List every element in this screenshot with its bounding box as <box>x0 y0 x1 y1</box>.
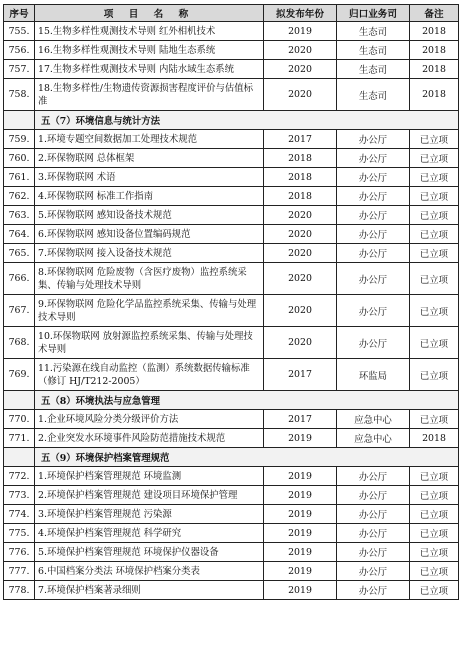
row-dept: 生态司 <box>337 79 410 111</box>
row-note: 已立项 <box>410 295 459 327</box>
row-title: 18.生物多样性/生物遗传资源损害程度评价与估值标准 <box>35 79 264 111</box>
row-year: 2020 <box>264 327 337 359</box>
row-dept: 办公厅 <box>337 581 410 600</box>
table-row <box>4 225 459 244</box>
row-year: 2017 <box>264 359 337 391</box>
row-seq: 760. <box>4 149 35 168</box>
row-year: 2017 <box>264 410 337 429</box>
row-note: 已立项 <box>410 149 459 168</box>
table-row <box>4 130 459 149</box>
section-seq-cell <box>4 448 35 467</box>
table-row <box>4 187 459 206</box>
table-row <box>4 543 459 562</box>
row-year: 2020 <box>264 41 337 60</box>
row-year: 2019 <box>264 486 337 505</box>
row-note: 已立项 <box>410 263 459 295</box>
table-row <box>4 486 459 505</box>
row-dept: 办公厅 <box>337 327 410 359</box>
table-row <box>4 429 459 448</box>
row-dept: 生态司 <box>337 41 410 60</box>
row-year: 2019 <box>264 543 337 562</box>
row-title: 1.企业环境风险分类分级评价方法 <box>35 410 264 429</box>
row-title: 1.环境专题空间数据加工处理技术规范 <box>35 130 264 149</box>
row-note: 2018 <box>410 429 459 448</box>
row-title: 2.环保物联网 总体框架 <box>35 149 264 168</box>
row-note: 已立项 <box>410 225 459 244</box>
row-seq: 773. <box>4 486 35 505</box>
row-note: 已立项 <box>410 486 459 505</box>
row-dept: 办公厅 <box>337 505 410 524</box>
row-seq: 771. <box>4 429 35 448</box>
table-row <box>4 327 459 359</box>
row-title: 4.环保物联网 标准工作指南 <box>35 187 264 206</box>
row-year: 2019 <box>264 524 337 543</box>
row-dept: 办公厅 <box>337 244 410 263</box>
section-title: 五（7）环境信息与统计方法 <box>35 111 459 130</box>
row-year: 2018 <box>264 187 337 206</box>
header-note: 备注 <box>410 5 459 22</box>
row-seq: 777. <box>4 562 35 581</box>
table-row <box>4 41 459 60</box>
row-title: 11.污染源在线自动监控（监测）系统数据传输标准（修订 HJ/T212-2005） <box>35 359 264 391</box>
table-row <box>4 168 459 187</box>
section-seq-cell <box>4 391 35 410</box>
row-dept: 办公厅 <box>337 543 410 562</box>
table-row <box>4 467 459 486</box>
row-dept: 办公厅 <box>337 206 410 225</box>
table-body <box>4 22 459 600</box>
row-dept: 办公厅 <box>337 467 410 486</box>
row-dept: 办公厅 <box>337 225 410 244</box>
table-row <box>4 263 459 295</box>
row-year: 2019 <box>264 22 337 41</box>
row-note: 已立项 <box>410 410 459 429</box>
table-row <box>4 524 459 543</box>
row-year: 2020 <box>264 79 337 111</box>
row-year: 2020 <box>264 244 337 263</box>
row-dept: 办公厅 <box>337 562 410 581</box>
row-title: 16.生物多样性观测技术导则 陆地生态系统 <box>35 41 264 60</box>
row-title: 2.企业突发水环境事件风险防范措施技术规范 <box>35 429 264 448</box>
row-title: 1.环境保护档案管理规范 环境监测 <box>35 467 264 486</box>
row-dept: 生态司 <box>337 60 410 79</box>
section-row <box>4 448 459 467</box>
table-row <box>4 295 459 327</box>
section-row <box>4 111 459 130</box>
row-note: 已立项 <box>410 327 459 359</box>
row-title: 8.环保物联网 危险废物（含医疗废物）监控系统采集、传输与处理技术导则 <box>35 263 264 295</box>
table-row <box>4 22 459 41</box>
row-year: 2019 <box>264 562 337 581</box>
table-row <box>4 206 459 225</box>
row-dept: 办公厅 <box>337 295 410 327</box>
row-seq: 775. <box>4 524 35 543</box>
header-title: 项 目 名 称 <box>35 5 264 22</box>
row-title: 6.环保物联网 感知设备位置编码规范 <box>35 225 264 244</box>
row-seq: 768. <box>4 327 35 359</box>
row-seq: 757. <box>4 60 35 79</box>
row-seq: 761. <box>4 168 35 187</box>
row-year: 2019 <box>264 429 337 448</box>
row-title: 15.生物多样性观测技术导则 红外相机技术 <box>35 22 264 41</box>
row-note: 已立项 <box>410 581 459 600</box>
row-seq: 765. <box>4 244 35 263</box>
row-seq: 767. <box>4 295 35 327</box>
row-title: 7.环保物联网 接入设备技术规范 <box>35 244 264 263</box>
section-row <box>4 391 459 410</box>
row-title: 6.中国档案分类法 环境保护档案分类表 <box>35 562 264 581</box>
row-seq: 755. <box>4 22 35 41</box>
section-title: 五（8）环境执法与应急管理 <box>35 391 459 410</box>
row-note: 已立项 <box>410 168 459 187</box>
row-note: 已立项 <box>410 206 459 225</box>
row-year: 2019 <box>264 581 337 600</box>
row-dept: 办公厅 <box>337 168 410 187</box>
row-seq: 772. <box>4 467 35 486</box>
row-seq: 758. <box>4 79 35 111</box>
row-note: 已立项 <box>410 505 459 524</box>
standards-plan-page <box>3 4 458 600</box>
row-dept: 应急中心 <box>337 410 410 429</box>
row-year: 2020 <box>264 206 337 225</box>
row-seq: 756. <box>4 41 35 60</box>
header-seq: 序号 <box>4 5 35 22</box>
row-dept: 应急中心 <box>337 429 410 448</box>
row-year: 2019 <box>264 467 337 486</box>
row-seq: 776. <box>4 543 35 562</box>
row-year: 2020 <box>264 225 337 244</box>
row-note: 已立项 <box>410 130 459 149</box>
row-dept: 办公厅 <box>337 486 410 505</box>
row-title: 5.环保物联网 感知设备技术规范 <box>35 206 264 225</box>
row-note: 2018 <box>410 60 459 79</box>
row-seq: 764. <box>4 225 35 244</box>
row-note: 2018 <box>410 22 459 41</box>
row-title: 10.环保物联网 放射源监控系统采集、传输与处理技术导则 <box>35 327 264 359</box>
row-title: 3.环境保护档案管理规范 污染源 <box>35 505 264 524</box>
row-dept: 办公厅 <box>337 524 410 543</box>
row-note: 2018 <box>410 79 459 111</box>
row-seq: 769. <box>4 359 35 391</box>
row-dept: 办公厅 <box>337 130 410 149</box>
row-year: 2020 <box>264 295 337 327</box>
header-year: 拟发布年份 <box>264 5 337 22</box>
row-note: 已立项 <box>410 359 459 391</box>
row-seq: 762. <box>4 187 35 206</box>
row-seq: 774. <box>4 505 35 524</box>
row-dept: 办公厅 <box>337 187 410 206</box>
row-year: 2018 <box>264 168 337 187</box>
standards-table <box>3 4 459 600</box>
row-seq: 763. <box>4 206 35 225</box>
table-row <box>4 562 459 581</box>
row-note: 已立项 <box>410 543 459 562</box>
table-row <box>4 410 459 429</box>
row-title: 3.环保物联网 术语 <box>35 168 264 187</box>
row-note: 已立项 <box>410 562 459 581</box>
row-title: 4.环境保护档案管理规范 科学研究 <box>35 524 264 543</box>
row-dept: 生态司 <box>337 22 410 41</box>
section-seq-cell <box>4 111 35 130</box>
row-note: 已立项 <box>410 524 459 543</box>
row-note: 已立项 <box>410 187 459 206</box>
header-row <box>4 5 459 22</box>
table-row <box>4 505 459 524</box>
row-seq: 778. <box>4 581 35 600</box>
table-row <box>4 79 459 111</box>
row-dept: 环监局 <box>337 359 410 391</box>
row-dept: 办公厅 <box>337 149 410 168</box>
row-year: 2020 <box>264 263 337 295</box>
row-dept: 办公厅 <box>337 263 410 295</box>
row-note: 已立项 <box>410 467 459 486</box>
table-row <box>4 149 459 168</box>
table-row <box>4 60 459 79</box>
row-year: 2018 <box>264 149 337 168</box>
row-seq: 766. <box>4 263 35 295</box>
row-note: 2018 <box>410 41 459 60</box>
table-row <box>4 581 459 600</box>
row-title: 5.环境保护档案管理规范 环境保护仪器设备 <box>35 543 264 562</box>
row-year: 2017 <box>264 130 337 149</box>
header-dept: 归口业务司 <box>337 5 410 22</box>
row-note: 已立项 <box>410 244 459 263</box>
row-title: 9.环保物联网 危险化学品监控系统采集、传输与处理技术导则 <box>35 295 264 327</box>
row-title: 17.生物多样性观测技术导则 内陆水域生态系统 <box>35 60 264 79</box>
table-row <box>4 244 459 263</box>
table-row <box>4 359 459 391</box>
row-seq: 759. <box>4 130 35 149</box>
row-title: 2.环境保护档案管理规范 建设项目环境保护管理 <box>35 486 264 505</box>
row-title: 7.环境保护档案著录细则 <box>35 581 264 600</box>
section-title: 五（9）环境保护档案管理规范 <box>35 448 459 467</box>
row-seq: 770. <box>4 410 35 429</box>
row-year: 2020 <box>264 60 337 79</box>
row-year: 2019 <box>264 505 337 524</box>
